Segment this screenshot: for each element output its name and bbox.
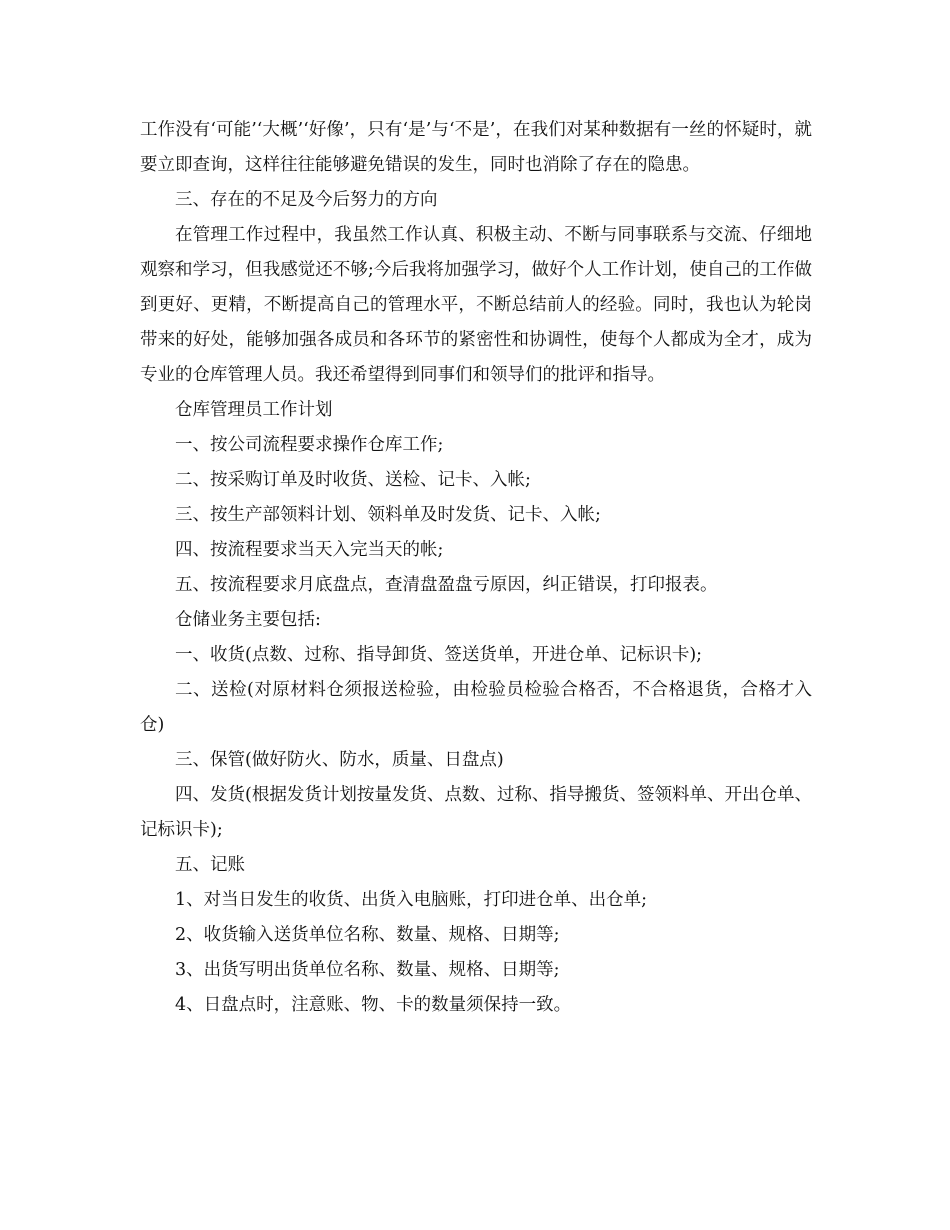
section-heading-shortcomings: 三、存在的不足及今后努力的方向 <box>175 190 438 210</box>
accounting-item-3: 3、出货写明出货单位名称、数量、规格、日期等; <box>175 960 560 980</box>
paragraph-management-work: 在管理工作过程中，我虽然工作认真、积极主动、不断与同事联系与交流、仔细地观察和学习，但我感觉还不够;今后我将加强学习，做好个人工作计划，使自己的工作做到更好、更精，不断提高自己的管理水平，不断总结前人的经验。同时，我也认为轮岗带来的好处，能够加强各成员和各环节的紧密性和协调性，使每个人都成为全才，成为专业的仓库管理人员。我还希望得到同事们和领导们的批评和指导。 <box>140 225 812 385</box>
business-item-custody: 三、保管(做好防火、防水，质量、日盘点) <box>175 750 504 770</box>
accounting-item-2: 2、收货输入送货单位名称、数量、规格、日期等; <box>175 925 560 945</box>
heading-work-plan: 仓库管理员工作计划 <box>175 400 333 420</box>
business-item-inspection: 二、送检(对原材料仓须报送检验，由检验员检验合格否，不合格退货，合格才入仓) <box>140 680 812 735</box>
plan-item-3: 三、按生产部领料计划、领料单及时发货、记卡、入帐; <box>175 505 601 525</box>
business-item-receiving: 一、收货(点数、过称、指导卸货、签送货单，开进仓单、记标识卡); <box>175 645 703 665</box>
plan-item-5: 五、按流程要求月底盘点，查清盘盈盘亏原因，纠正错误，打印报表。 <box>175 575 718 595</box>
paragraph-1: 工作没有‘可能’‘大概’‘好像’，只有‘是’与‘不是’，在我们对某种数据有一丝的怀疑时，就要立即查询，这样往往能够避免错误的发生，同时也消除了存在的隐患。 <box>140 120 812 175</box>
business-item-shipping: 四、发货(根据发货计划按量发货、点数、过称、指导搬货、签领料单、开出仓单、记标识卡); <box>140 785 812 840</box>
plan-item-2: 二、按采购订单及时收货、送检、记卡、入帐; <box>175 470 531 490</box>
plan-item-4: 四、按流程要求当天入完当天的帐; <box>175 540 444 560</box>
accounting-item-1: 1、对当日发生的收货、出货入电脑账，打印进仓单、出仓单; <box>175 890 648 910</box>
accounting-item-4: 4、日盘点时，注意账、物、卡的数量须保持一致。 <box>175 995 572 1015</box>
document-body <box>140 113 812 1023</box>
plan-item-1: 一、按公司流程要求操作仓库工作; <box>175 435 444 455</box>
heading-storage-business: 仓储业务主要包括: <box>175 610 321 630</box>
business-item-accounting: 五、记账 <box>175 855 245 875</box>
